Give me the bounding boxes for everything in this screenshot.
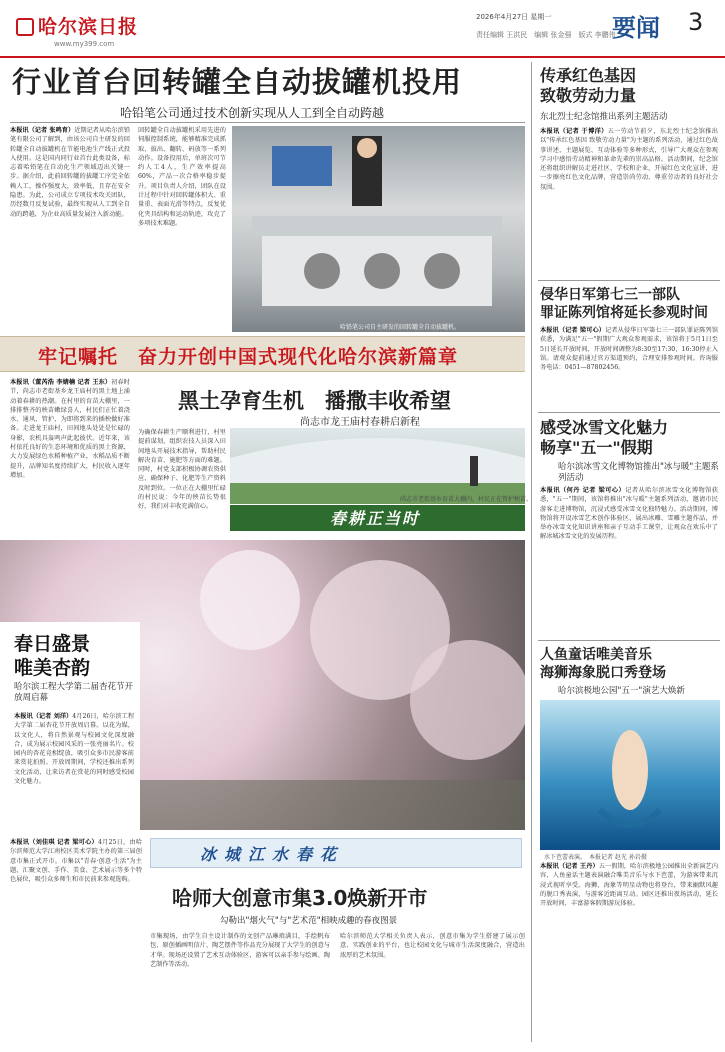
market-col-2	[150, 932, 330, 1044]
red-culture-byline: 本报讯（记者 于博洋）	[540, 128, 608, 135]
market-byline: 本报讯（刘佳琪 记者 梁可心）	[10, 839, 98, 846]
underwater-caption: 水下芭蕾表演。 本报记者 赵光 孙岩摄	[544, 854, 647, 861]
greenhouse-illustration	[230, 428, 525, 504]
seals-byline: 本报讯（记者 王丹）	[540, 863, 599, 870]
unit731-text	[540, 326, 718, 406]
red-culture-body: 五一劳动节前夕，东北烈士纪念馆推出以"传承红色基因 致敬劳动力量"为主题的系列活动，通过红色故事讲述、主题展览、互动体验等多种形式，引导广大观众在参观学习中感悟劳动精神和革命先辈的崇高品格。活动期间，纪念馆还将组织讲解员走进社区、学校和企业，开展红色文化宣讲，进一步擦亮红色文化品牌，营造崇尚劳动、尊重劳动者的良好社会氛围。	[540, 128, 718, 191]
unit731-body: 记者从侵华日军第七三一部队罪证陈列馆获悉，为满足"五一"假期广大观众参观需求，该馆将于5月1日至5日延长开放时间，开放时间调整为8:30至17:30，16:30停止入馆。请观众提前通过官方渠道预约，合理安排参观时间。咨询服务电话：0451—87802456。	[540, 327, 718, 372]
flowers-body: 4月26日，哈尔滨工程大学第二届杏花节开放周启幕。以花为媒，以文化人，将自然景观与校园文化深度融合，成为展示校园风采的一张亮丽名片。校园内的杏花竞相绽放，吸引众多市民游客前来赏花拍照。开放周期间，学校还推出系列文化活动，让来访者在赏花的同时感受校园文化魅力。	[14, 713, 134, 786]
lead-col-2	[138, 126, 226, 334]
newspaper-logo	[16, 12, 138, 39]
red-culture-subhead: 东北烈士纪念馆推出系列主题活动	[540, 112, 668, 122]
divider	[10, 122, 525, 123]
seals-text	[540, 862, 718, 1044]
ice-subhead: 哈尔滨冰雪文化博物馆推出"冰与暖"主题系列活动	[558, 462, 719, 483]
farm-col-1	[10, 378, 130, 534]
section-title: 要闻	[612, 14, 660, 42]
unit731-byline: 本报讯（记者 梁可心）	[540, 327, 606, 334]
seals-subhead: 哈尔滨极地公园"五一"演艺大焕新	[558, 686, 685, 696]
farm-text-1: 初春时节，尚志市老街基乡龙王庙村的黑土地上涌动着春耕的热潮。在村里的育苗大棚里，一排排整齐的秧苗嫩绿喜人，村民们正忙着浇水、通风、管护，为即将到来的插秧做好准备。走进龙王庙村，田间地头处处是忙碌的身影，农机具轰鸣声此起彼伏。近年来，该村依托良好的生态环境和优质的黑土资源，大力发展绿色水稻种植产业，水稻品质不断提升，品牌知名度持续扩大，村民收入逐年增加。	[10, 379, 130, 479]
red-culture-headline: 传承红色基因 致敬劳动力量	[540, 66, 637, 105]
ice-headline: 感受冰雪文化魅力 畅享"五一"假期	[540, 418, 669, 457]
red-culture-text	[540, 127, 718, 277]
paper-name: 哈尔滨日报	[38, 16, 139, 38]
issue-date: 2026年4月27日 星期一	[476, 13, 552, 21]
machine-illustration	[232, 126, 525, 332]
flowers-byline: 本报讯（记者 刘洋）	[14, 713, 73, 720]
underwater-photo	[540, 700, 720, 850]
lead-text-1: 近期记者从哈尔滨铅笔有限公司了解到，由该公司自主研发的回转罐全自动拔罐机在节能电池生产线正式投入使用。这是国内同行业首台此类设备，标志着哈铅笔在自动化生产领域迈出关键一步。据介绍，此前回转罐的拔罐工序完全依赖人工，操作强度大，效率低，且存在安全隐患。为此，公司成立专项技术攻关团队，历经数月反复试验，最终实现从人工到全自动的跨越，为企业高质量发展注入新动能。	[10, 127, 130, 218]
farm-byline: 本报讯（董芮浩 李婧楠 记者 王东）	[10, 379, 112, 386]
slogan-text: 牢记嘱托 奋力开创中国式现代化哈尔滨新篇章	[38, 346, 459, 368]
flowers-subhead: 哈尔滨工程大学第二届杏花节开放周启幕	[14, 682, 134, 703]
farm-photo	[230, 428, 525, 504]
lead-photo-caption: 哈铅笔公司自主研发的回转罐全自动拔罐机。	[340, 324, 461, 331]
ice-body: 记者从哈尔滨冰雪文化博物馆获悉，"五一"期间，该馆将推出"冰与暖"主题系列活动，邀请市民游客走进博物馆，沉浸式感受冰雪文化独特魅力。活动期间，博物馆将开设冰雪艺术创作体验区，展出冰雕、雪雕主题作品，并举办冰雪文化知识讲座和亲子互动手工课堂，让观众在欢乐中了解冰城冰雪文化的发展历程。	[540, 487, 718, 541]
market-subhead: 勾勒出"烟火气"与"艺术范"相映成趣的春夜图景	[220, 916, 398, 926]
market-headline: 哈师大创意市集3.0焕新开市	[172, 886, 428, 910]
divider	[538, 640, 720, 641]
lead-col-1	[10, 126, 130, 334]
flowers-photo-caption: 图为人们在校园里欣赏杏花。	[30, 822, 109, 829]
page-number: 3	[688, 8, 704, 36]
market-text-2: 市集现场，由学生自主设计制作的文创产品琳琅满目，手绘帆布包、原创插画明信片、陶艺摆件等作品充分展现了大学生的创意与才华。现场还设置了艺术互动体验区，游客可以亲手参与绘画、陶艺制作等活动。	[150, 933, 330, 968]
lead-headline: 行业首台回转罐全自动拔罐机投用	[12, 65, 463, 99]
farm-headline: 黑土孕育生机 播撒丰收希望	[178, 389, 451, 413]
ice-byline: 本报讯（何丹 记者 梁可心）	[540, 487, 626, 494]
flowers-text	[14, 712, 134, 824]
logo-mark-icon	[16, 18, 34, 36]
river-strip-text: 冰城江水春花	[200, 845, 345, 864]
column-divider	[531, 62, 532, 1042]
site-url: www.my399.com	[54, 40, 115, 48]
editor-credits: 责任编辑 王洪民 编辑 张金强 版式 李鹏伟	[476, 31, 616, 39]
farm-text-2: 为确保春耕生产顺利进行，村里提前谋划，组织农技人员深入田间地头开展技术指导，帮助村民解决育苗、施肥等方面的难题。同时，村党支部积极协调农资供应，确保种子、化肥等生产资料及时到位。一位正在大棚里忙碌的村民说：今年的秧苗长势很好，我们对丰收充满信心。	[138, 429, 226, 511]
diver-illustration	[540, 700, 720, 850]
lead-photo	[232, 126, 525, 332]
spring-strip-text: 春耕正当时	[330, 509, 421, 528]
market-text-1: 4月25日，由哈尔滨师范大学江南校区美术学院主办的第三届创意市集正式开市。市集以"青春·创意·生活"为主题，汇聚文创、手作、美食、艺术展示等多个特色展位，吸引众多师生和市民前来参观选购。	[10, 839, 142, 884]
lead-subhead: 哈铅笔公司通过技术创新实现从人工到全自动跨越	[120, 106, 385, 120]
flowers-headline: 春日盛景 唯美杏韵	[14, 633, 91, 679]
farm-subhead: 尚志市龙王庙村春耕启新程	[300, 417, 420, 428]
unit731-headline: 侵华日军第七三一部队 罪证陈列馆将延长参观时间	[540, 287, 708, 321]
ice-text	[540, 486, 718, 634]
farm-photo-caption: 尚志市老街基乡育苗大棚内，村民正在管护秧苗。	[400, 496, 533, 503]
market-text-3: 哈尔滨师范大学相关负责人表示，创意市集为学生搭建了展示创意、实践创业的平台，也让校园文化与城市生活深度融合，营造出浓厚的艺术氛围。	[340, 933, 525, 959]
seals-headline: 人鱼童话唯美音乐 海狮海象脱口秀登场	[540, 647, 666, 681]
divider	[538, 280, 720, 281]
lead-text-2: 回转罐全自动拔罐机采用先进的伺服控制系统，能够精准完成抓取、拔出、翻转、码放等一系列动作。设备投用后，单班次可节约人工4人，生产效率提高60%，产品一次合格率稳步提升。项目负责人介绍，团队在设计过程中针对回转罐体积大、重量重、表面光滑等特点，反复优化夹具结构和运动轨迹，攻克了多项技术难题。	[138, 127, 226, 227]
divider	[538, 412, 720, 413]
seals-body: 五一假期，哈尔滨极地公园推出全新演艺内容，人鱼童话主题表演融合唯美音乐与水下芭蕾，为游客带来沉浸式视听享受。海狮、海象等明星动物也将登台，带来幽默风趣的脱口秀表演，与游客近距离互动。园区还推出夜场活动，延长开放时间，丰富游客假期游玩体验。	[540, 863, 718, 908]
lead-byline: 本报讯（记者 张鸣育）	[10, 127, 75, 134]
market-col-1	[10, 838, 142, 1044]
farm-col-2	[138, 428, 226, 534]
market-col-3	[340, 932, 525, 1044]
